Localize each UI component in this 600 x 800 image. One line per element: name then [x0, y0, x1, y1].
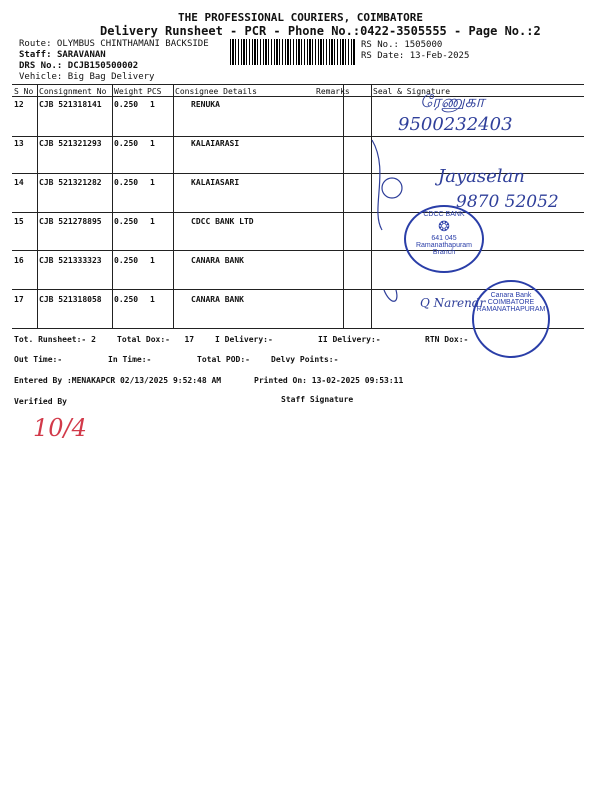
signature-row17: Q Narendr: [420, 296, 486, 310]
delvy-points: Delvy Points:-: [271, 355, 339, 364]
col-remarks: Remarks: [316, 87, 350, 96]
staff: Staff: SARAVANAN: [19, 50, 106, 60]
rs-date: RS Date: 13-Feb-2025: [361, 51, 470, 61]
row-weight: 0.250: [114, 295, 139, 304]
row-consignee: KALAIASARI: [191, 178, 240, 187]
row-weight: 0.250: [114, 178, 139, 187]
runsheet-title: Delivery Runsheet - PCR - Phone No.:0422-3505555 - Page No.:2: [100, 24, 541, 38]
row-pcs: 1: [150, 139, 155, 148]
col-signature: Seal & Signature: [373, 87, 451, 96]
total-dox: Total Dox:- 17: [117, 335, 195, 344]
row-pcs: 1: [150, 100, 155, 109]
row-sno: 12: [14, 100, 24, 109]
row-pcs: 1: [150, 178, 155, 187]
rs-number: RS No.: 1505000: [361, 40, 443, 50]
row-consignee: CANARA BANK: [191, 295, 244, 304]
col-weight: Weight: [114, 87, 143, 96]
route: Route: OLYMBUS CHINTHAMANI BACKSIDE: [19, 39, 209, 49]
row-weight: 0.250: [114, 256, 139, 265]
row-sno: 13: [14, 139, 24, 148]
row-consignee: KALAIARASI: [191, 139, 240, 148]
verified-by: Verified By: [14, 397, 67, 406]
row-weight: 0.250: [114, 139, 139, 148]
col-consignment: Consignment No: [39, 87, 107, 96]
row-sno: 17: [14, 295, 24, 304]
signature-row12-phone: 9500232403: [398, 114, 513, 135]
row-consignment: CJB 521321293: [39, 139, 102, 148]
row-sno: 15: [14, 217, 24, 226]
i-delivery: I Delivery:-: [215, 335, 273, 344]
row-weight: 0.250: [114, 100, 139, 109]
total-pod: Total POD:-: [197, 355, 250, 364]
ii-delivery: II Delivery:-: [318, 335, 381, 344]
printed-on: Printed On: 13-02-2025 09:53:11: [254, 376, 404, 385]
col-sno: S No: [14, 87, 34, 96]
row-pcs: 1: [150, 295, 155, 304]
row-weight: 0.250: [114, 217, 139, 226]
drs-number: DRS No.: DCJB150500002: [19, 61, 139, 71]
cdcc-bank-stamp: CDCC BANK ❂ 641 045 Ramanathapuram Branch: [404, 205, 484, 273]
row-consignee: CANARA BANK: [191, 256, 244, 265]
row-pcs: 1: [150, 256, 155, 265]
tot-runsheet: Tot. Runsheet:- 2: [14, 335, 96, 344]
row-sno: 14: [14, 178, 24, 187]
row-consignee: CDCC BANK LTD: [191, 217, 254, 226]
signature-row12-name: ரேணுகா: [420, 92, 485, 112]
in-time: In Time:-: [108, 355, 152, 364]
staff-signature: Staff Signature: [281, 395, 354, 404]
row-consignment: CJB 521278895: [39, 217, 102, 226]
col-pcs: PCS: [147, 87, 162, 96]
signature-row14-phone: 9870 52052: [456, 192, 559, 212]
row-consignee: RENUKA: [191, 100, 220, 109]
row-consignment: CJB 521333323: [39, 256, 102, 265]
row-consignment: CJB 521318141: [39, 100, 102, 109]
canara-bank-stamp: Canara Bank COIMBATORE RAMANATHAPURAM: [472, 280, 550, 358]
row-sno: 16: [14, 256, 24, 265]
col-consignee: Consignee Details: [175, 87, 257, 96]
verified-mark: 10/4: [33, 414, 87, 442]
company-name: THE PROFESSIONAL COURIERS, COIMBATORE: [178, 11, 424, 24]
barcode: [230, 39, 355, 65]
signature-row14-name: Jayaselan: [438, 166, 525, 187]
entered-by: Entered By :MENAKAPCR 02/13/2025 9:52:48 AM: [14, 376, 222, 385]
row-consignment: CJB 521318058: [39, 295, 102, 304]
row-pcs: 1: [150, 217, 155, 226]
rtn-dox: RTN Dox:-: [425, 335, 469, 344]
row-consignment: CJB 521321282: [39, 178, 102, 187]
out-time: Out Time:-: [14, 355, 63, 364]
vehicle: Vehicle: Big Bag Delivery: [19, 72, 155, 82]
